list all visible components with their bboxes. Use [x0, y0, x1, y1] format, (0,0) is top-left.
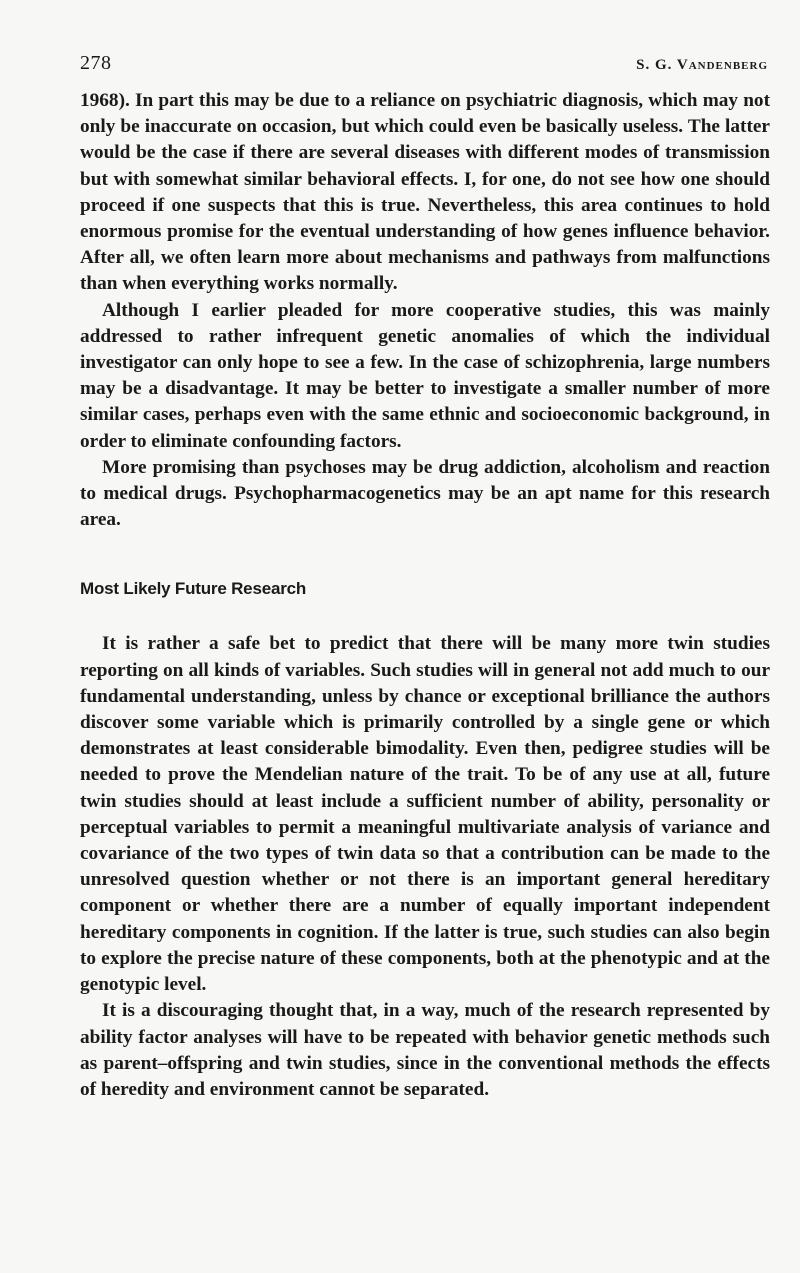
section-heading: Most Likely Future Research [80, 579, 307, 599]
paragraph: More promising than psychoses may be drug addiction, alcoholism and reaction to medical drugs. Psychopharmacogenetics may be an apt name for this research area. [80, 456, 770, 531]
paragraph-continuation: 1968). In part this may be due to a reliance on psychiatric diagnosis, which may not only be inaccurate on occasion, but which could even be basically useless. The latter would be the case if there are several diseases with different modes of transmission but with somewhat similar behavioral effects. I, for one, do not see how one should proceed if one suspects that this is true. Nevertheless, this area continues to hold enormous promise for the eventual understanding of how genes influence behavior. After all, we often learn more about mechanisms and pathways from malfunctions than when everything works normally. [80, 90, 770, 295]
paragraph: It is a discouraging thought that, in a way, much of the research represented by ability factor analyses will have to be repeated with behavior genetic methods such as parent–offspring and twin studies, since in the conventional methods the effects of heredity and environment cannot be separated. [80, 1000, 770, 1100]
running-head [80, 52, 770, 88]
book-page [80, 52, 770, 1103]
paragraph: It is rather a safe bet to predict that there will be many more twin studies reporting on all kinds of variables. Such studies will in general not add much to our fundamental understanding, unless by chance or exceptional brilliance the authors discover some variable which is primarily controlled by a single gene or which demonstrates at least considerable bimodality. Even then, pedigree studies will be needed to prove the Mendelian nature of the trait. To be of any use at all, future twin studies should at least include a sufficient number of ability, personality or perceptual variables to permit a meaningful multivariate analysis of variance and covariance of the two types of twin data so that a contribution can be made to the unresolved question whether or not there is an important general hereditary component or whether there are a number of equally important independent hereditary components in cognition. If the latter is true, such studies can also begin to explore the precise nature of these components, both at the phenotypic and at the genotypic level. [80, 633, 770, 996]
page-number: 278 [80, 52, 112, 74]
running-head-author: S. G. Vandenberg [636, 57, 768, 73]
paragraph: Although I earlier pleaded for more cooperative studies, this was mainly addressed to rather infrequent genetic anomalies of which the individual investigator can only hope to see a few. In the case of schizophrenia, large numbers may be a disadvantage. It may be better to investigate a smaller number of more similar cases, perhaps even with the same ethnic and socioeconomic background, in order to eliminate confounding factors. [80, 299, 770, 452]
